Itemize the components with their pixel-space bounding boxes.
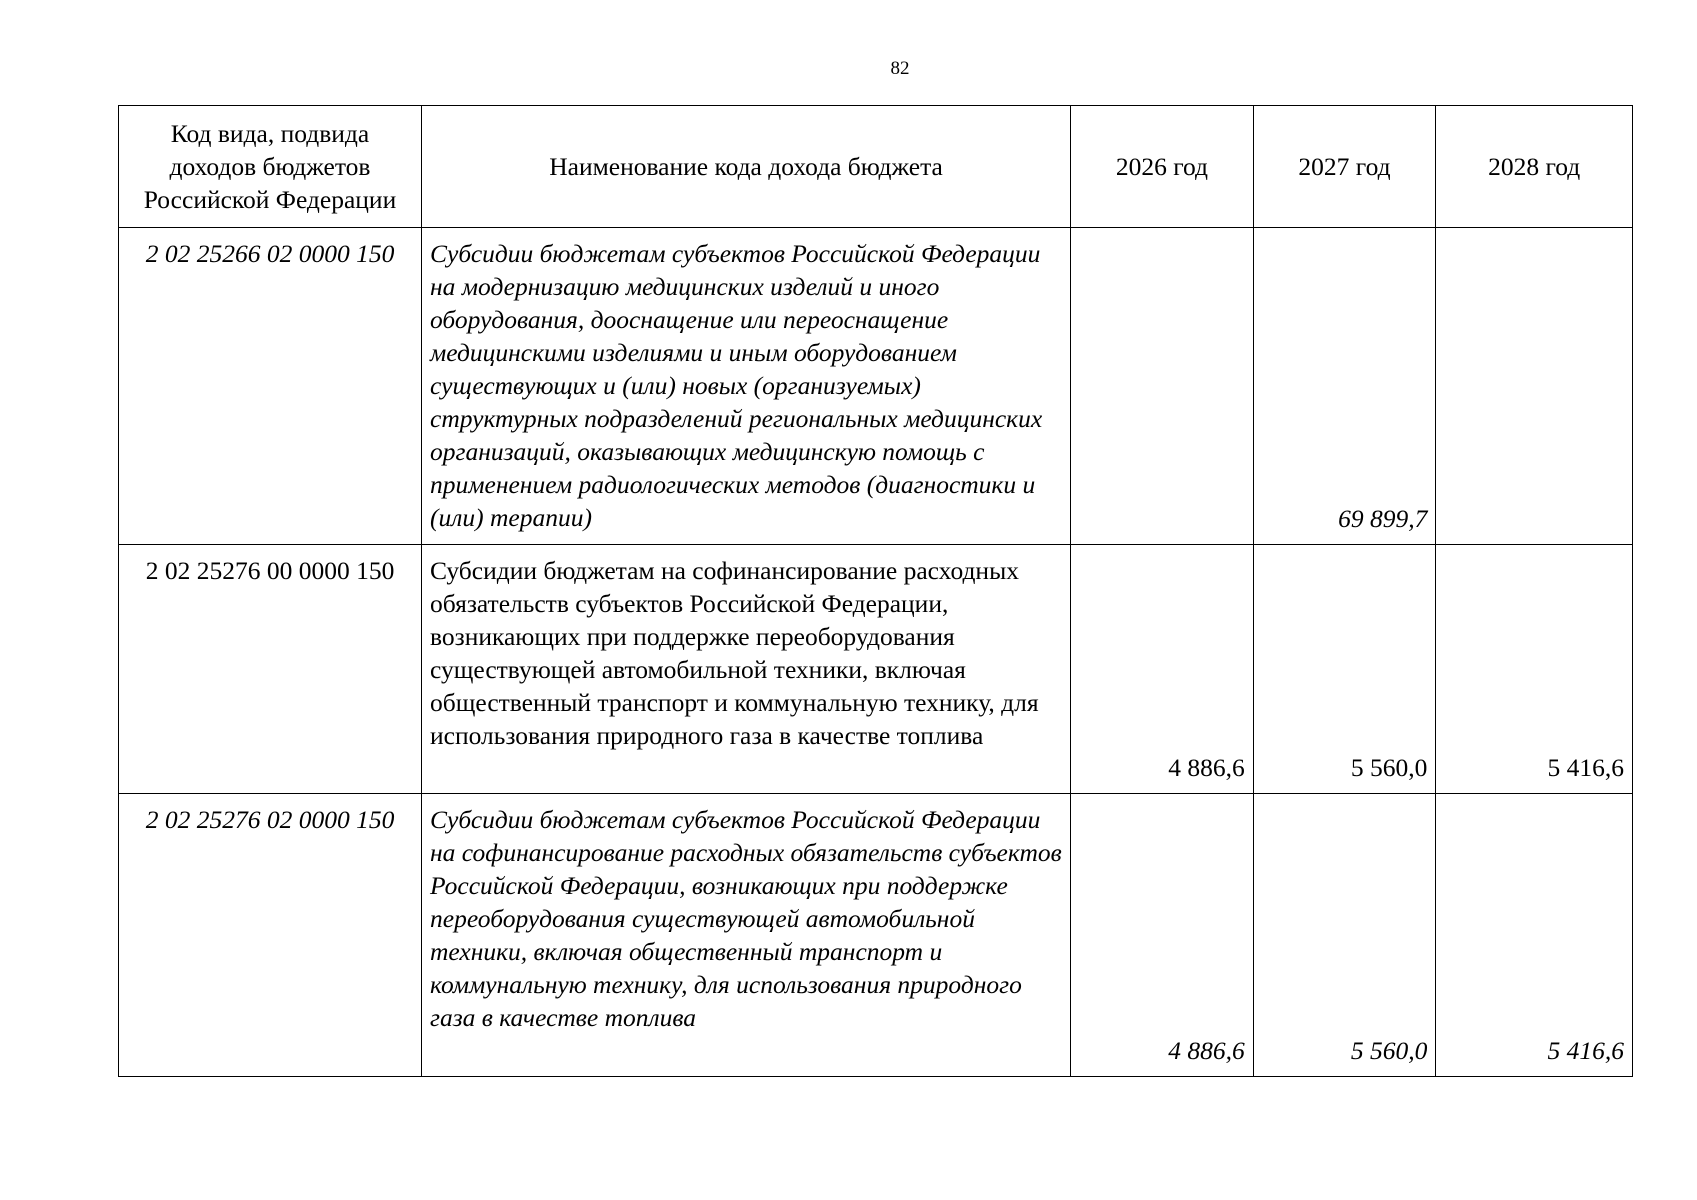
header-year-2026: 2026 год [1071,106,1254,228]
amount-2027: 69 899,7 [1253,228,1436,545]
amount-2027: 5 560,0 [1253,794,1436,1077]
revenue-name: Субсидии бюджетам субъектов Российской Федерации на модернизацию медицинских изделий и иного оборудования, дооснащение или переоснащение медицинскими изделиями и иным оборудованием существующих и (или) новых (организуемых) структурных подразделений региональных медицинских организаций, оказывающих медицинскую помощь с применением радиологических методов (диагностики и (или) терапии) [422,228,1071,545]
amount-2026: 4 886,6 [1071,545,1254,794]
revenue-code: 2 02 25266 02 0000 150 [119,228,422,545]
amount-2028: 5 416,6 [1436,794,1633,1077]
page-number: 82 [890,58,910,79]
table-row [119,794,1633,1077]
table-row [119,545,1633,794]
revenue-code: 2 02 25276 00 0000 150 [119,545,422,794]
amount-2028 [1436,228,1633,545]
table-header-row [119,106,1633,228]
amount-2027: 5 560,0 [1253,545,1436,794]
revenue-name: Субсидии бюджетам субъектов Российской Федерации на софинансирование расходных обязательств субъектов Российской Федерации, возникающих при поддержке переоборудования существующей автомобильной техники, включая общественный транспорт и коммунальную технику, для использования природного газа в качестве топлива [422,794,1071,1077]
header-year-2028: 2028 год [1436,106,1633,228]
header-code: Код вида, подвида доходов бюджетов Российской Федерации [119,106,422,228]
budget-revenue-table [118,105,1633,1077]
table-row [119,228,1633,545]
amount-2028: 5 416,6 [1436,545,1633,794]
revenue-name: Субсидии бюджетам на софинансирование расходных обязательств субъектов Российской Федерации, возникающих при поддержке переоборудования существующей автомобильной техники, включая общественный транспорт и коммунальную технику, для использования природного газа в качестве топлива [422,545,1071,794]
header-year-2027: 2027 год [1253,106,1436,228]
amount-2026 [1071,228,1254,545]
header-name: Наименование кода дохода бюджета [422,106,1071,228]
amount-2026: 4 886,6 [1071,794,1254,1077]
revenue-code: 2 02 25276 02 0000 150 [119,794,422,1077]
